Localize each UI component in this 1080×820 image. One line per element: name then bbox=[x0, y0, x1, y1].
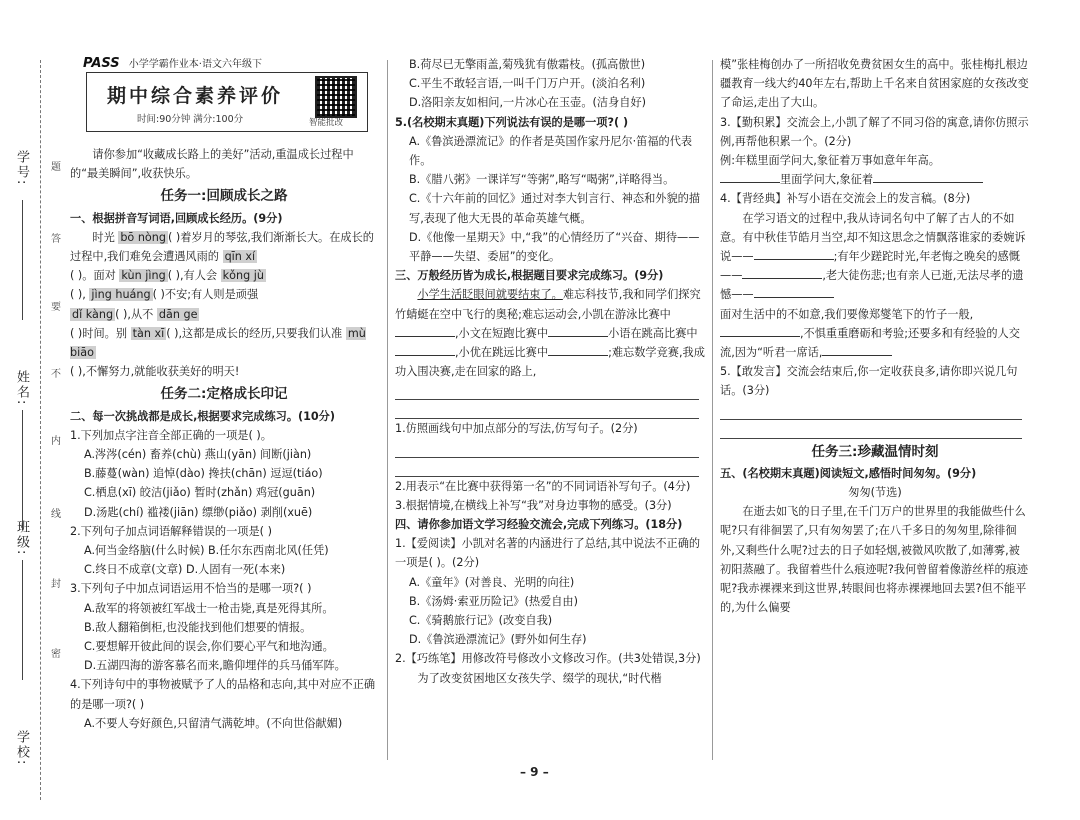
brand-logo: PASS bbox=[83, 56, 120, 71]
question-stem: 1.【爱阅读】小凯对名著的内涵进行了总结,其中说法不正确的一项是( )。(2分) bbox=[395, 537, 701, 570]
answer-line[interactable] bbox=[395, 439, 699, 458]
answer-blank[interactable] bbox=[754, 247, 834, 260]
answer-blank[interactable] bbox=[548, 324, 608, 337]
pinyin-line bbox=[70, 285, 378, 304]
text: 面对生活中的不如意,我们要像郑燮笔下的竹子一般, bbox=[720, 307, 974, 321]
passage-text: 为了改变贫困地区女孩失学、缀学的现状,“时代楷 bbox=[417, 671, 662, 685]
column-2 bbox=[395, 55, 707, 688]
text: ( ),这都是成长的经历,只要我们认准 bbox=[166, 326, 346, 340]
column-divider bbox=[387, 60, 388, 760]
question-stem: 4.【背经典】补写小语在交流会上的发言稿。(8分) bbox=[720, 192, 971, 206]
text: 在学习语文的过程中,我从诗词名句中了解了古人的不如意。有中秋佳节皓月当空,却不知这思念之情飘落谁家的委婉诉说—— bbox=[720, 211, 1026, 264]
answer-line[interactable] bbox=[395, 400, 699, 419]
question-stem: 2.下列句子加点词语解释错误的一项是( ) bbox=[70, 524, 272, 538]
answer-blank[interactable] bbox=[395, 324, 455, 337]
option[interactable]: A.何当金络脑(什么时候) B.任尔东西南北风(任凭) bbox=[84, 544, 329, 558]
page-number: – 9 – bbox=[520, 765, 549, 779]
section-2-title: 二、每一次挑战都是成长,根据要求完成练习。(10分) bbox=[70, 409, 335, 423]
name-label: 姓名: bbox=[14, 370, 29, 407]
option[interactable]: C.《骑鹅旅行记》(改变自我) bbox=[409, 614, 553, 628]
passage-text: 难忘科技节,我和同学们探究竹蜻蜓在空中飞行的奥秘;难忘运动会,小凯在游泳比赛中 bbox=[395, 288, 701, 321]
text: ( )。面对 bbox=[70, 269, 120, 283]
pinyin: bō nòng bbox=[120, 230, 166, 244]
answer-blank[interactable] bbox=[720, 170, 780, 183]
option[interactable]: B.《汤姆·索亚历险记》(热爱自由) bbox=[409, 594, 578, 608]
option[interactable]: A.《鲁滨逊漂流记》的作者是英国作家丹尼尔·笛福的代表作。 bbox=[409, 134, 693, 168]
pinyin: kǒng jù bbox=[222, 269, 264, 283]
option[interactable]: D.《他像一星期天》中,“我”的心情经历了“兴奋、期待——平静——失望、委屈”的变化。 bbox=[409, 230, 700, 264]
pinyin: dān ge bbox=[158, 307, 198, 321]
answer-line[interactable] bbox=[395, 381, 699, 400]
answer-line[interactable] bbox=[720, 401, 1022, 420]
question-stem: 2.用表示“在比赛中获得第一名”的不同词语补写句子。(4分) bbox=[395, 479, 691, 493]
binding-gutter bbox=[0, 40, 70, 810]
answer-blank[interactable] bbox=[873, 170, 983, 183]
option[interactable]: D.汤匙(chí) 褴褛(jiān) 缥缈(piǎo) 剥削(xuē) bbox=[84, 505, 313, 519]
text: ;有年少蹉跎时光,年老悔之晚矣的感慨—— bbox=[720, 250, 1020, 283]
text: ( ),不懈努力,就能收获美好的明天! bbox=[70, 365, 240, 379]
answer-blank[interactable] bbox=[742, 266, 822, 279]
answer-blank[interactable] bbox=[822, 343, 892, 356]
passage-text: ,小文在短跑比赛中 bbox=[455, 326, 549, 340]
option[interactable]: D.洛阳亲友如相问,一片冰心在玉壶。(洁身自好) bbox=[409, 96, 647, 110]
passage-text bbox=[720, 305, 1030, 363]
option[interactable]: A.不要人夸好颜色,只留清气满乾坤。(不向世俗献媚) bbox=[84, 716, 343, 730]
seal-char: 题 bbox=[51, 162, 61, 173]
page-title: 期中综合素养评价 bbox=[107, 85, 284, 107]
option[interactable]: C.要想解开彼此间的误会,你们要心平气和地沟通。 bbox=[84, 640, 334, 654]
task-2-title: 任务二:定格成长印记 bbox=[160, 386, 288, 403]
option[interactable]: C.终日不成章(文章) D.人固有一死(本来) bbox=[84, 563, 286, 577]
text: ( )着岁月的琴弦,我们渐渐长大。在成长的过程中,我们难免会遭遇风雨的 bbox=[70, 230, 374, 264]
answer-line[interactable] bbox=[395, 458, 699, 477]
text: ( ),有人会 bbox=[167, 269, 221, 283]
passage-text: ,小优在跳远比赛中 bbox=[455, 346, 549, 360]
pinyin-line bbox=[70, 228, 378, 266]
section-1-title: 一、根据拼音写词语,回顾成长经历。(9分) bbox=[70, 211, 283, 225]
answer-blank[interactable] bbox=[754, 285, 834, 298]
answer-line[interactable] bbox=[720, 420, 1022, 439]
option[interactable]: C.栖息(xī) 皎洁(jiǎo) 暂时(zhǎn) 鸡冠(guān) bbox=[84, 486, 316, 500]
student-id-field[interactable] bbox=[22, 200, 24, 320]
option[interactable]: A.敌军的将领被红军战士一枪击毙,真是死得其所。 bbox=[84, 601, 334, 615]
answer-blank[interactable] bbox=[395, 343, 455, 356]
book-subtitle: 小学学霸作业本·语文六年级下 bbox=[128, 59, 262, 70]
section-4-title: 四、请你参加语文学习经验交流会,完成下列练习。(18分) bbox=[395, 518, 683, 532]
text: 时光 bbox=[92, 230, 119, 244]
title-box bbox=[86, 72, 368, 132]
student-id-label: 学号: bbox=[14, 150, 29, 187]
pinyin: mù biāo bbox=[70, 326, 366, 360]
example-answer bbox=[720, 170, 1030, 189]
column-3 bbox=[720, 55, 1030, 617]
question-stem: 4.下列诗句中的事物被赋予了人的品格和志向,其中对应不正确的是哪一项?( ) bbox=[70, 678, 376, 711]
seal-char: 内 bbox=[51, 436, 61, 447]
pinyin: qīn xí bbox=[224, 250, 256, 264]
option[interactable]: B.《腊八粥》一课详写“等粥”,略写“喝粥”,详略得当。 bbox=[409, 173, 675, 187]
class-field[interactable] bbox=[22, 560, 24, 680]
pinyin: tàn xī bbox=[132, 326, 165, 340]
option[interactable]: A.《童年》(对善良、光明的向往) bbox=[409, 575, 575, 589]
question-stem: 1.下列加点字注音全部正确的一项是( )。 bbox=[70, 428, 272, 442]
qr-label: 智能批改 bbox=[309, 118, 344, 128]
answer-blank[interactable] bbox=[720, 324, 800, 337]
article-text: 在逝去如飞的日子里,在千门万户的世界里的我能做些什么呢?只有徘徊罢了,只有匆匆罢了;在八千多日的匆匆里,除徘徊外,又剩些什么呢?过去的日子如轻烟,被微风吹散了,如薄雾,被初阳蒸融了。我留着些什么痕迹呢?我何曾留着像游丝样的痕迹呢?我赤裸裸来到这世界,转眼间也将赤裸裸地回去罢?但不能平的,为什么偏要 bbox=[720, 505, 1029, 615]
class-label: 班级: bbox=[14, 520, 29, 557]
section-3-title: 三、万般经历皆为成长,根据题目要求完成练习。(9分) bbox=[395, 269, 664, 283]
intro-text: 请你参加“收藏成长路上的美好”活动,重温成长过程中的“最美瞬间”,收获快乐。 bbox=[70, 148, 354, 181]
seal-char: 密 bbox=[51, 649, 61, 660]
exam-meta: 时间:90分钟 满分:100分 bbox=[137, 114, 244, 125]
seal-char: 要 bbox=[51, 302, 61, 313]
text: ,老大徒伤悲;也有亲人已逝,无法尽孝的遗憾—— bbox=[720, 269, 1024, 302]
option[interactable]: A.涔涔(cén) 畜养(chù) 燕山(yān) 间断(jiàn) bbox=[84, 448, 312, 462]
pinyin-line bbox=[70, 362, 378, 381]
column-1 bbox=[70, 145, 378, 733]
seal-char: 不 bbox=[51, 369, 61, 380]
question-stem: 2.【巧练笔】用修改符号修改小文修改习作。(共3处错误,3分) bbox=[395, 652, 701, 666]
seal-char: 线 bbox=[51, 509, 61, 520]
question-stem: 1.仿照画线句中加点部分的写法,仿写句子。(2分) bbox=[395, 422, 638, 436]
question-stem: 3.下列句子中加点词语运用不恰当的是哪一项?( ) bbox=[70, 582, 312, 596]
text: ( )不安;有人则是顽强 bbox=[152, 288, 259, 302]
question-stem: 3.【勤积累】交流会上,小凯了解了不同习俗的寓意,请你仿照示例,再帮他积累一个。(2分) bbox=[720, 115, 1029, 148]
column-divider bbox=[712, 60, 713, 760]
option[interactable]: B.荷尽已无擎雨盖,菊残犹有傲霜枝。(孤高傲世) bbox=[409, 58, 646, 71]
section-5-title: 五、(名校期末真题)阅读短文,感悟时间匆匆。(9分) bbox=[720, 466, 977, 480]
qr-code-icon[interactable] bbox=[315, 76, 357, 118]
school-label: 学校: bbox=[14, 730, 29, 767]
question-stem: 3.根据情境,在横线上补写“我”对身边事物的感受。(3分) bbox=[395, 498, 672, 512]
pinyin-line bbox=[70, 305, 378, 324]
task-1-title: 任务一:回顾成长之路 bbox=[160, 188, 288, 205]
text: ( ), bbox=[70, 288, 90, 302]
book-header bbox=[83, 52, 373, 74]
text: ( ),从不 bbox=[115, 307, 157, 321]
passage-text: 模”张桂梅创办了一所招收免费贫困女生的高中。张桂梅扎根边疆教育一线大约40年左右,帮助上千名来自贫困家庭的女孩改变了命运,走出了大山。 bbox=[720, 58, 1029, 110]
text: ,不惧重重磨砺和考验;还要多和有经验的人交流,因为“听君一席话, bbox=[720, 326, 1020, 360]
seal-char: 答 bbox=[51, 234, 61, 245]
passage-text: ;难忘数学竞赛,我成功入围决赛,走在回家的路上, bbox=[395, 346, 705, 379]
question-stem: 5.(名校期末真题)下列说法有误的是哪一项?( ) bbox=[395, 115, 629, 129]
option[interactable]: C.《十六年前的回忆》通过对李大钊言行、神态和外貌的描写,表现了他大无畏的革命英雄气概。 bbox=[409, 192, 701, 225]
example-text: 例:年糕里面学问大,象征着万事如意年年高。 bbox=[720, 154, 940, 168]
option[interactable]: D.五湖四海的游客慕名而来,瞻仰埋伴的兵马俑军阵。 bbox=[84, 659, 346, 673]
option[interactable]: B.藤蔓(wàn) 追悼(dào) 搀扶(chān) 逗逗(tiáo) bbox=[84, 467, 323, 481]
passage-text: 小语在跳高比赛中 bbox=[608, 326, 698, 340]
passage bbox=[395, 285, 707, 381]
name-field[interactable] bbox=[22, 410, 24, 530]
pinyin: kùn jìng bbox=[121, 269, 166, 283]
task-3-title: 任务三:珍藏温情时刻 bbox=[811, 443, 939, 460]
pinyin-line bbox=[70, 324, 378, 362]
underlined-sentence: 小学生活眨眼间就要结束了。 bbox=[417, 288, 563, 302]
option[interactable]: D.《鲁滨逊漂流记》(野外如何生存) bbox=[409, 633, 587, 647]
pinyin-line bbox=[70, 266, 378, 285]
seal-char: 封 bbox=[51, 579, 61, 590]
pinyin: jìng huáng bbox=[91, 288, 151, 302]
pinyin: dǐ kàng bbox=[72, 307, 114, 321]
text: 里面学问大,象征着 bbox=[780, 173, 874, 187]
option[interactable]: C.平生不敢轻言语,一叫千门万户开。(淡泊名利) bbox=[409, 77, 646, 91]
article-title: 匆匆(节选) bbox=[848, 486, 902, 500]
question-stem: 5.【敢发言】交流会结束后,你一定收获良多,请你即兴说几句话。(3分) bbox=[720, 365, 1018, 398]
text: ( )时间。别 bbox=[70, 326, 131, 340]
answer-blank[interactable] bbox=[548, 343, 608, 356]
passage-text bbox=[720, 209, 1030, 305]
cut-line bbox=[40, 60, 41, 800]
option[interactable]: B.敌人翻箱倒柜,也没能找到他们想要的情报。 bbox=[84, 620, 312, 634]
